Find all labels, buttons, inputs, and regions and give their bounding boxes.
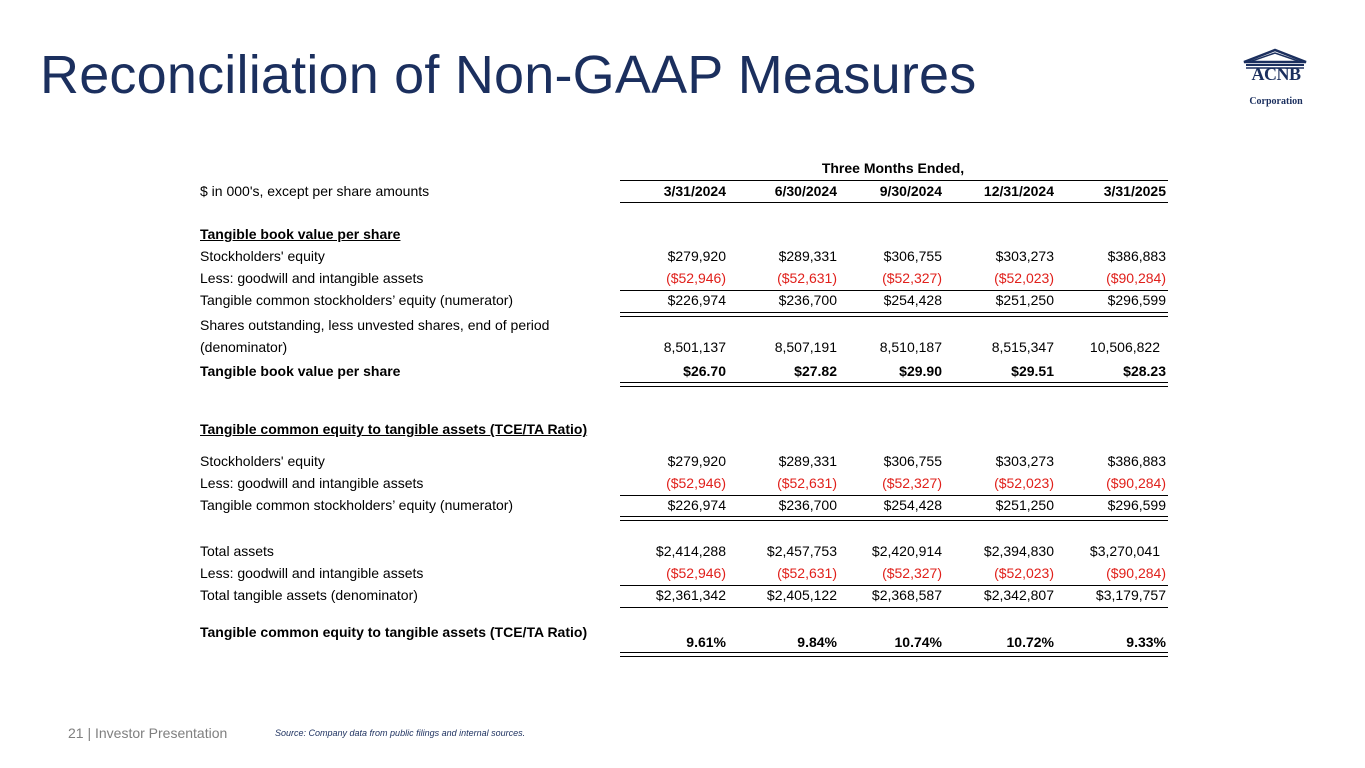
row-label: Tangible common stockholders’ equity (numerator)	[200, 292, 514, 308]
cell: $27.82	[794, 363, 837, 379]
cell: 8,501,137	[663, 339, 726, 355]
group-header: Three Months Ended,	[821, 160, 965, 176]
double-rule	[620, 652, 1168, 657]
group-header-rule	[620, 180, 1168, 181]
cell: $236,700	[778, 292, 837, 308]
row-label: (denominator)	[200, 339, 288, 355]
section-heading: Tangible book value per share	[200, 226, 401, 242]
row-label: Less: goodwill and intangible assets	[200, 270, 424, 286]
cell: $2,405,122	[766, 587, 837, 603]
cell: $289,331	[778, 453, 837, 469]
cell: $236,700	[778, 497, 837, 513]
cell: ($52,023)	[994, 475, 1054, 491]
row-label: Less: goodwill and intangible assets	[200, 475, 424, 491]
cell: $3,270,041	[1089, 543, 1160, 559]
logo-name: ACNB	[1251, 64, 1301, 84]
cell: ($90,284)	[1106, 565, 1166, 581]
cell: 10.72%	[1006, 634, 1054, 650]
cell: $251,250	[995, 292, 1054, 308]
cell: ($52,631)	[777, 565, 837, 581]
page-number: 21	[68, 725, 84, 741]
row-label: Shares outstanding, less unvested shares, end of period	[200, 317, 550, 333]
cell: 9.61%	[686, 634, 726, 650]
cell: $28.23	[1123, 363, 1166, 379]
column-header: 6/30/2024	[774, 183, 837, 199]
cell: 10,506,822	[1089, 339, 1160, 355]
cell: $2,420,914	[871, 543, 942, 559]
cell: $29.90	[899, 363, 942, 379]
page-title: Reconciliation of Non-GAAP Measures	[40, 45, 977, 105]
cell: $303,273	[995, 453, 1054, 469]
table-row	[200, 248, 1168, 270]
column-header: 3/31/2024	[663, 183, 726, 199]
cell: ($52,946)	[666, 270, 726, 286]
cell: $29.51	[1011, 363, 1054, 379]
section-heading-row	[200, 226, 1168, 248]
cell: $303,273	[995, 248, 1054, 264]
footer-label: | Investor Presentation	[87, 725, 228, 741]
subtotal-rule	[620, 290, 1168, 291]
cell: $386,883	[1107, 248, 1166, 264]
table-row	[200, 292, 1168, 314]
footer	[68, 725, 227, 741]
table-row	[200, 453, 1168, 475]
cell: $289,331	[778, 248, 837, 264]
cell: $254,428	[883, 497, 942, 513]
cell: $279,920	[667, 453, 726, 469]
table-row	[200, 317, 1168, 339]
cell: 8,515,347	[991, 339, 1054, 355]
units-label: $ in 000's, except per share amounts	[200, 183, 430, 199]
cell: $26.70	[683, 363, 726, 379]
cell: 10.74%	[894, 634, 942, 650]
cell: ($52,327)	[882, 270, 942, 286]
cell: $251,250	[995, 497, 1054, 513]
cell: 8,510,187	[879, 339, 942, 355]
cell: ($52,946)	[666, 565, 726, 581]
section-heading: Tangible common equity to tangible assets (TCE/TA Ratio)	[200, 421, 588, 437]
cell: $296,599	[1107, 292, 1166, 308]
table-row	[200, 339, 1168, 361]
column-header: 12/31/2024	[983, 183, 1054, 199]
table-row	[200, 587, 1168, 609]
cell: $254,428	[883, 292, 942, 308]
logo-subtitle: Corporation	[1249, 96, 1303, 107]
cell: $2,414,288	[655, 543, 726, 559]
row-label: Tangible common equity to tangible assets (TCE/TA Ratio)	[200, 624, 588, 640]
group-header-row	[200, 160, 1168, 182]
table-row	[200, 475, 1168, 497]
cell: ($52,023)	[994, 270, 1054, 286]
cell: $296,599	[1107, 497, 1166, 513]
row-label: Tangible book value per share	[200, 363, 401, 379]
cell: ($52,631)	[777, 475, 837, 491]
cell: $306,755	[883, 248, 942, 264]
subtotal-rule	[620, 607, 1168, 608]
double-rule	[620, 382, 1168, 387]
cell: ($90,284)	[1106, 475, 1166, 491]
cell: $226,974	[667, 292, 726, 308]
cell: ($52,023)	[994, 565, 1054, 581]
row-label: Stockholders' equity	[200, 248, 325, 264]
row-label: Tangible common stockholders’ equity (numerator)	[200, 497, 514, 513]
row-label: Total assets	[200, 543, 274, 559]
subtotal-rule	[620, 585, 1168, 586]
row-label: Stockholders' equity	[200, 453, 325, 469]
column-header-rule	[620, 202, 1168, 203]
cell: $3,179,757	[1095, 587, 1166, 603]
cell: $2,457,753	[766, 543, 837, 559]
cell: ($52,327)	[882, 475, 942, 491]
cell: ($90,284)	[1106, 270, 1166, 286]
row-label: Total tangible assets (denominator)	[200, 587, 418, 603]
cell: 8,507,191	[774, 339, 837, 355]
table-row	[200, 543, 1168, 565]
table-row	[200, 565, 1168, 587]
cell: ($52,946)	[666, 475, 726, 491]
cell: ($52,631)	[777, 270, 837, 286]
cell: $2,342,807	[983, 587, 1054, 603]
cell: $2,361,342	[655, 587, 726, 603]
cell: $279,920	[667, 248, 726, 264]
column-header: 9/30/2024	[879, 183, 942, 199]
cell: 9.84%	[797, 634, 837, 650]
row-label: Less: goodwill and intangible assets	[200, 565, 424, 581]
table-row	[200, 270, 1168, 292]
cell: $2,368,587	[871, 587, 942, 603]
cell: ($52,327)	[882, 565, 942, 581]
column-header: 3/31/2025	[1103, 183, 1166, 199]
cell: $2,394,830	[983, 543, 1054, 559]
double-rule	[620, 516, 1168, 521]
source-note: Source: Company data from public filings and internal sources.	[275, 728, 526, 738]
subtotal-rule	[620, 495, 1168, 496]
cell: $386,883	[1107, 453, 1166, 469]
cell: $226,974	[667, 497, 726, 513]
cell: 9.33%	[1126, 634, 1166, 650]
cell: $306,755	[883, 453, 942, 469]
section-heading-row	[200, 421, 1168, 443]
